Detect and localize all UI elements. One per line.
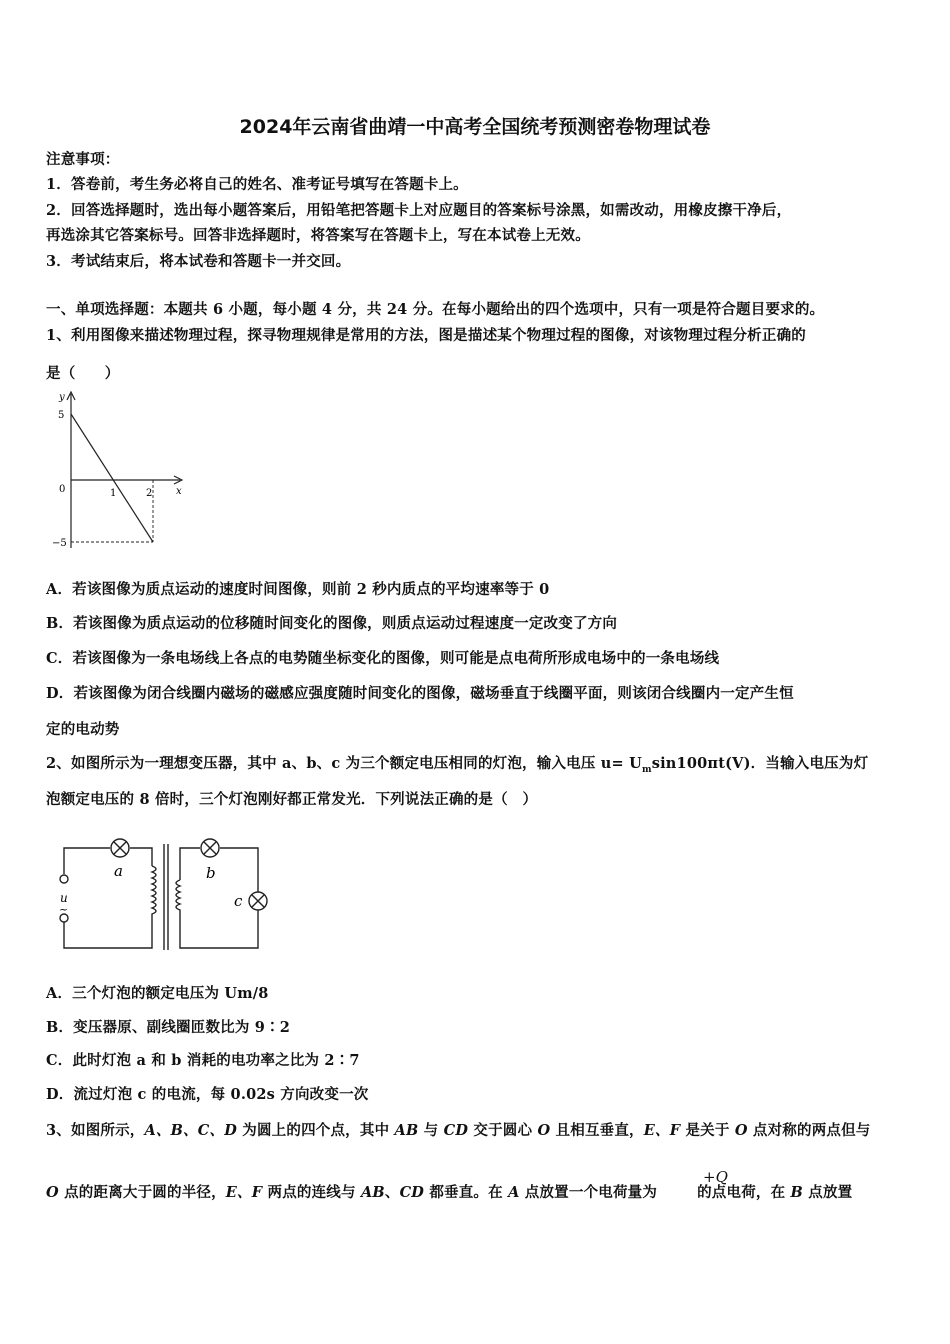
y-tick-label: −5 <box>52 538 67 549</box>
q3-point: O <box>46 1184 59 1201</box>
q1-option-b: B．若该图像为质点运动的位移随时间变化的图像，则质点运动过程速度一定改变了方向 <box>46 615 618 632</box>
q2-circuit <box>54 830 274 962</box>
notice-item: 2．回答选择题时，选出每小题答案后，用铅笔把答题卡上对应题目的答案标号涂黑，如需改动，用橡皮擦干净后， <box>46 202 792 219</box>
q3-charge-symbol: +Q <box>703 1168 728 1186</box>
q3-text: 点对称的两点但与 <box>747 1122 871 1139</box>
y-tick-label: 5 <box>58 410 65 421</box>
q3-text: 3、如图所示， <box>46 1122 145 1139</box>
section-heading: 一、单项选择题：本题共 6 小题，每小题 4 分，共 24 分。在每小题给出的四个选项中，只有一项是符合题目要求的。 <box>46 301 825 318</box>
lamp-c-label: c <box>234 892 243 910</box>
q1-stem-cont: 是（ ） <box>46 365 120 382</box>
q3-text: 且相互垂直， <box>550 1122 644 1139</box>
q2-stem-text: 2、如图所示为一理想变压器，其中 a、b、c 为三个额定电压相同的灯泡，输入电压 u= U <box>46 755 642 772</box>
ac-symbol: ~ <box>59 903 69 916</box>
q2-stem-sub: m <box>641 764 652 775</box>
q1-option-d: D．若该图像为闭合线圈内磁场的磁感应强度随时间变化的图像，磁场垂直于线圈平面，则该闭合线圈内一定产生恒 <box>46 685 794 702</box>
q3-points: E、F <box>643 1122 681 1139</box>
q3-point: A <box>508 1184 520 1201</box>
q3-text: 两点的连线与 <box>262 1184 361 1201</box>
q3-text: 点放置一个电荷量为 <box>519 1184 658 1201</box>
wire <box>64 918 152 948</box>
q3-point: B <box>790 1184 804 1201</box>
x-tick-label: 2 <box>146 488 153 499</box>
q3-point: O <box>537 1122 551 1139</box>
input-label: u <box>60 891 68 905</box>
q3-stem <box>46 1121 916 1141</box>
q3-segment: CD <box>399 1184 425 1201</box>
q1-option-c: C．若该图像为一条电场线上各点的电势随坐标变化的图像，则可能是点电荷所形成电场中的一条电场线 <box>46 650 720 667</box>
q3-segment: AB <box>360 1184 385 1201</box>
lamp-b-label: b <box>206 864 216 882</box>
q3-text: 与 <box>418 1122 444 1139</box>
wire <box>220 848 258 892</box>
secondary-coil <box>176 880 180 914</box>
q2-stem <box>46 754 916 780</box>
x-tick-label: 1 <box>110 488 117 499</box>
y-axis-label: y <box>59 392 65 403</box>
input-terminal <box>60 875 68 883</box>
graph-line <box>71 414 153 542</box>
notice-item: 1．答卷前，考生务必将自己的姓名、准考证号填写在答题卡上。 <box>46 176 468 193</box>
origin-label: 0 <box>59 484 66 495</box>
q1-option-d-cont: 定的电动势 <box>46 721 120 738</box>
q3-text: 、 <box>384 1184 400 1201</box>
q3-points: E、F <box>225 1184 263 1201</box>
q2-option-a: A．三个灯泡的额定电压为 Um/8 <box>46 985 269 1002</box>
wire <box>130 848 152 866</box>
q1-option-a: A．若该图像为质点运动的速度时间图像，则前 2 秒内质点的平均速率等于 0 <box>46 581 550 598</box>
x-axis-label: x <box>176 486 182 497</box>
q1-graph <box>50 388 195 556</box>
notice-heading: 注意事项： <box>46 151 120 168</box>
q3-segment: AB <box>394 1122 419 1139</box>
wire <box>64 848 110 874</box>
q3-text: 为圆上的四个点，其中 <box>237 1122 395 1139</box>
q2-stem-text: sin100πt(V)．当输入电压为灯 <box>651 755 869 772</box>
wire <box>180 848 200 880</box>
q2-option-b: B．变压器原、副线圈匝数比为 9∶2 <box>46 1019 291 1036</box>
page-title: 2024年云南省曲靖一中高考全国统考预测密卷物理试卷 <box>239 116 711 138</box>
primary-coil <box>152 866 156 918</box>
q2-option-c: C．此时灯泡 a 和 b 消耗的电功率之比为 2∶7 <box>46 1052 360 1069</box>
q3-text: 点放置 <box>803 1184 853 1201</box>
q3-segment: CD <box>443 1122 469 1139</box>
q1-stem: 1、利用图像来描述物理过程，探寻物理规律是常用的方法，图是描述某个物理过程的图像，对该物理过程分析正确的 <box>46 327 806 344</box>
q3-stem-cont <box>46 1183 916 1203</box>
q3-point: O <box>734 1122 748 1139</box>
q3-text: 是关于 <box>680 1122 735 1139</box>
q2-stem-cont: 泡额定电压的 8 倍时，三个灯泡刚好都正常发光．下列说法正确的是（ ） <box>46 791 538 808</box>
q3-text: 点的距离大于圆的半径， <box>58 1184 226 1201</box>
notice-item: 再选涂其它答案标号。回答非选择题时，将答案写在答题卡上，写在本试卷上无效。 <box>46 227 590 244</box>
notice-item: 3．考试结束后，将本试卷和答题卡一并交回。 <box>46 253 351 270</box>
q3-text: 都垂直。在 <box>424 1184 509 1201</box>
lamp-a-label: a <box>114 862 123 880</box>
q3-text: 的点电荷，在 <box>697 1184 791 1201</box>
q3-points: A、B、C、D <box>144 1122 238 1139</box>
q3-text: 交于圆心 <box>468 1122 538 1139</box>
q2-option-d: D．流过灯泡 c 的电流，每 0.02s 方向改变一次 <box>46 1086 369 1103</box>
wire <box>180 910 258 948</box>
